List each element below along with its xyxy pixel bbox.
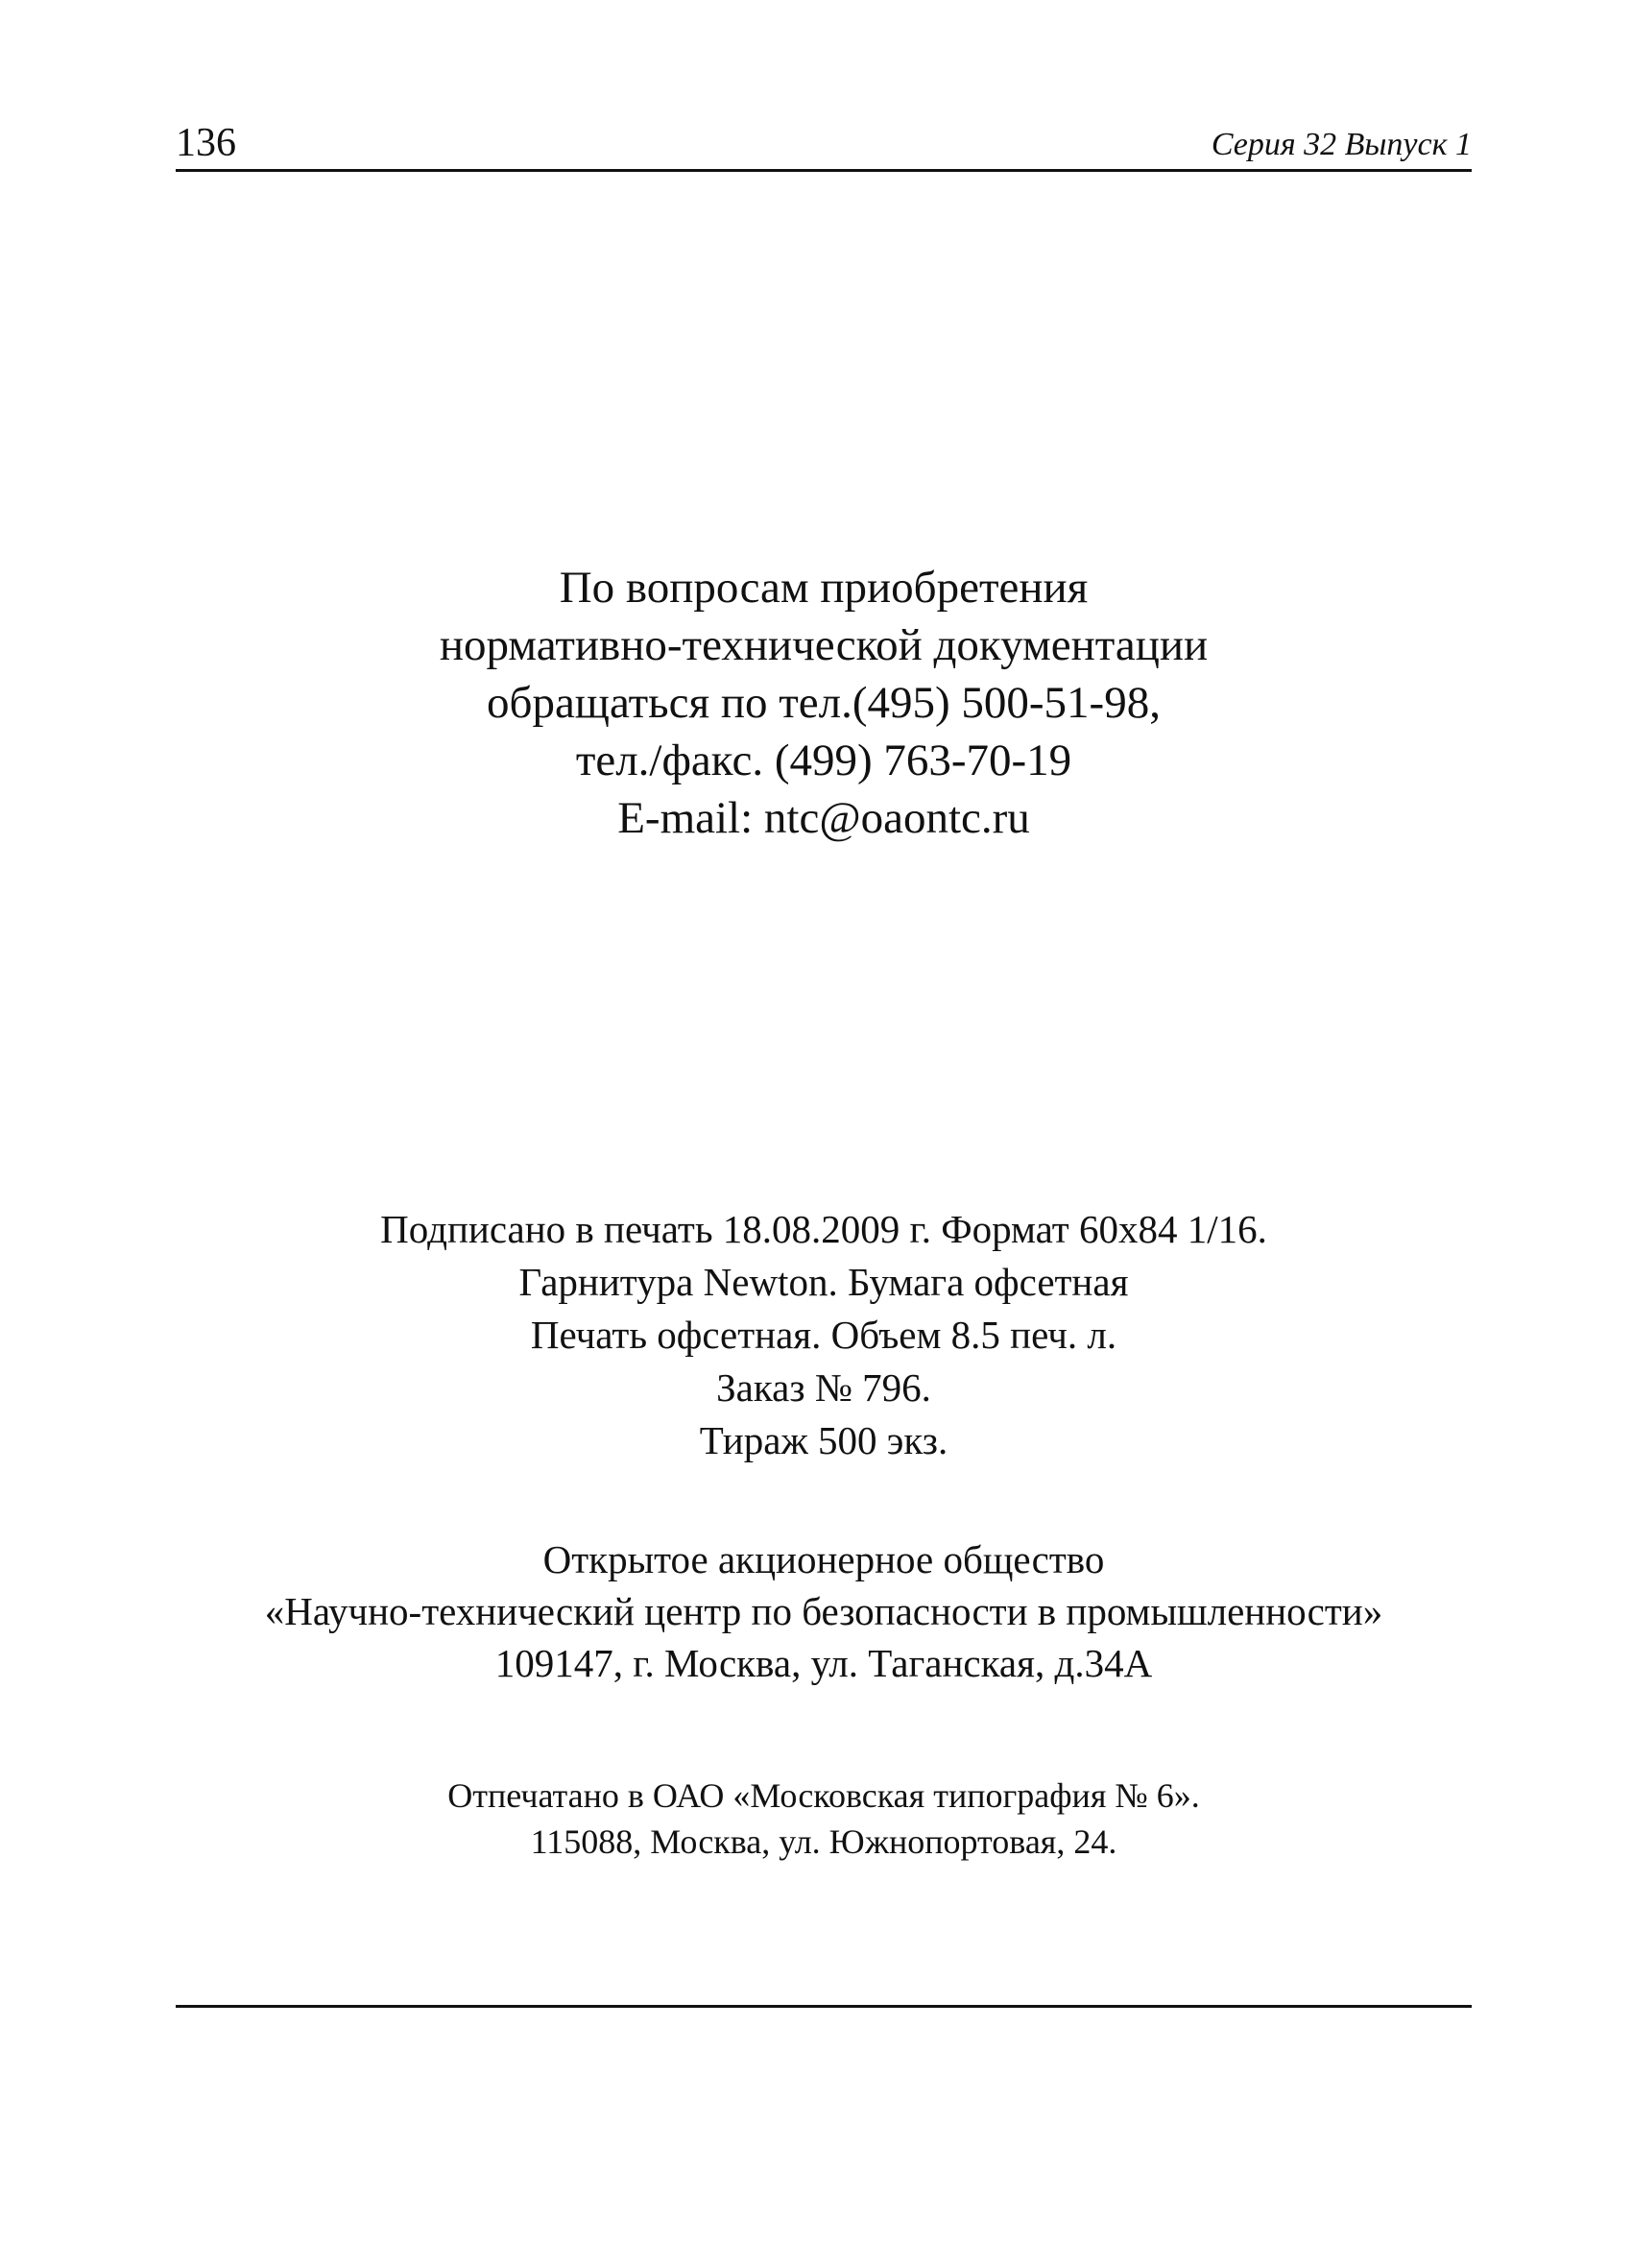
- contact-phone-line: обращаться по тел.(495) 500-51-98,: [487, 678, 1161, 728]
- publisher-block: [176, 1533, 1472, 1689]
- printer-line: Отпечатано в ОАО «Московская типография № 6».: [447, 1776, 1200, 1815]
- contact-line: нормативно-технической документации: [439, 620, 1209, 670]
- contact-line: По вопросам приобретения: [559, 563, 1089, 613]
- footer-rule: [176, 2005, 1472, 2008]
- imprint-line: Гарнитура Newton. Бумага офсетная: [518, 1260, 1129, 1304]
- printer-address-line: 115088, Москва, ул. Южнопортовая, 24.: [530, 1822, 1117, 1861]
- publisher-line: Открытое акционерное общество: [542, 1537, 1105, 1581]
- page-number: 136: [176, 121, 236, 165]
- contact-block: [176, 559, 1472, 847]
- imprint-block: [176, 1203, 1472, 1467]
- imprint-line: Печать офсетная. Объем 8.5 печ. л.: [530, 1313, 1117, 1357]
- imprint-order-line: Заказ № 796.: [716, 1365, 931, 1410]
- printer-block: [176, 1773, 1472, 1865]
- header-rule: [176, 169, 1472, 172]
- contact-email-line: E-mail: ntc@oaontc.ru: [617, 793, 1030, 843]
- contact-fax-line: тел./факс. (499) 763-70-19: [575, 736, 1072, 785]
- imprint-circulation-line: Тираж 500 экз.: [699, 1418, 948, 1462]
- publisher-name-line: «Научно-технический центр по безопасности в промышленности»: [264, 1589, 1383, 1633]
- page-header: [176, 117, 1472, 170]
- imprint-line: Подписано в печать 18.08.2009 г. Формат 60х84 1/16.: [380, 1207, 1267, 1251]
- series-title: Серия 32 Выпуск 1: [1211, 127, 1472, 162]
- publisher-address-line: 109147, г. Москва, ул. Таганская, д.34А: [494, 1641, 1153, 1685]
